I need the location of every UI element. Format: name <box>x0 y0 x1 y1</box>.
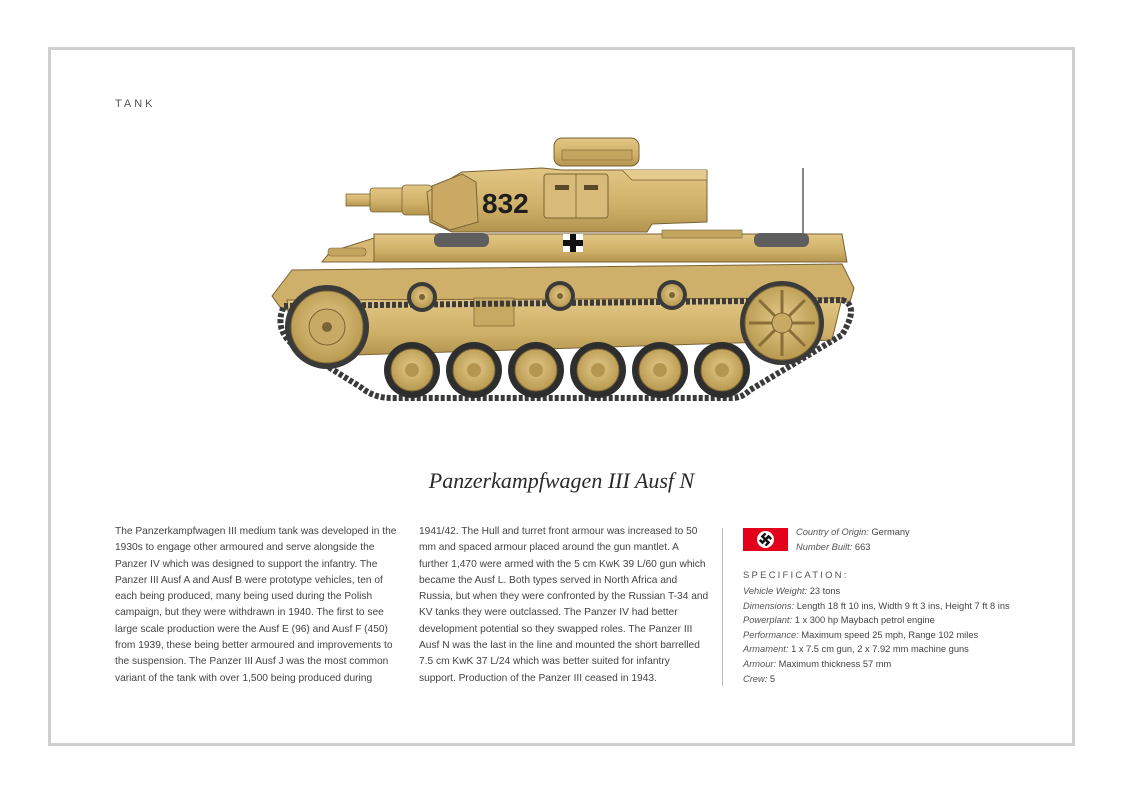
spec-item-performance: Performance: Maximum speed 25 mph, Range 102 miles <box>743 629 979 640</box>
country-of-origin: Country of Origin: Germany <box>796 527 910 537</box>
spec-item-dimensions: Dimensions: Length 18 ft 10 ins, Width 9 ft 3 ins, Height 7 ft 8 ins <box>743 600 1010 611</box>
description-column-1: The Panzerkampfwagen III medium tank was developed in the 1930s to engage other armoured and serve alongside the Panzer IV which was designed to support the infantry. The Panzer III Ausf A and Ausf B were prototype vehicles, ten of each being produced, many being used during the Polish campaign, but they were withdrawn in 1940. The first to see large scale production were the Ausf E (96) and Ausf F (450) from 1939, these being better armoured and improvements to the suspension. The Panzer III Ausf J was the most common variant of the tank with over 1,500 being produced during <box>115 526 397 684</box>
balkenkreuz-insignia <box>563 234 583 252</box>
turret <box>427 138 707 232</box>
number-built: Number Built: 663 <box>796 542 871 552</box>
origin-info <box>796 525 910 555</box>
turret-number: 832 <box>482 188 529 219</box>
origin-flag-icon <box>743 528 788 551</box>
description-column-2: 1941/42. The Hull and turret front armour was increased to 50 mm and spaced armour placed around the gun mantlet. A further 1,470 were armed with the 5 cm KwK 39 L/60 gun which became the Ausf L. Both types served in North Africa and Russia, but when they were confronted by the Russian T-34 and KV tanks they were outclassed. The Panzer IV had better development potential so they swapped roles. The Panzer III Ausf N was the last in the line and mounted the short barrelled 7.5 cm KwK 37 L/24 which was better suited for infantry support. Production of the Panzer III ceased in 1943. <box>419 526 709 684</box>
vehicle-title: Panzerkampfwagen III Ausf N <box>428 468 695 493</box>
spec-item-armament: Armament: 1 x 7.5 cm gun, 2 x 7.92 mm machine guns <box>743 644 969 655</box>
tank-illustration <box>262 130 862 415</box>
idler-wheel <box>740 281 824 365</box>
specification-list <box>743 584 1010 686</box>
column-divider <box>722 528 723 686</box>
spec-item-crew: Crew: 5 <box>743 673 776 684</box>
spec-item-weight: Vehicle Weight: 23 tons <box>743 586 841 596</box>
spec-item-armour: Armour: Maximum thickness 57 mm <box>743 658 892 669</box>
spec-item-powerplant: Powerplant: 1 x 300 hp Maybach petrol engine <box>743 615 935 626</box>
drive-sprocket <box>285 285 369 369</box>
main-gun <box>346 185 432 215</box>
specification-heading: SPECIFICATION: <box>743 570 849 581</box>
category-label: TANK <box>115 98 156 110</box>
